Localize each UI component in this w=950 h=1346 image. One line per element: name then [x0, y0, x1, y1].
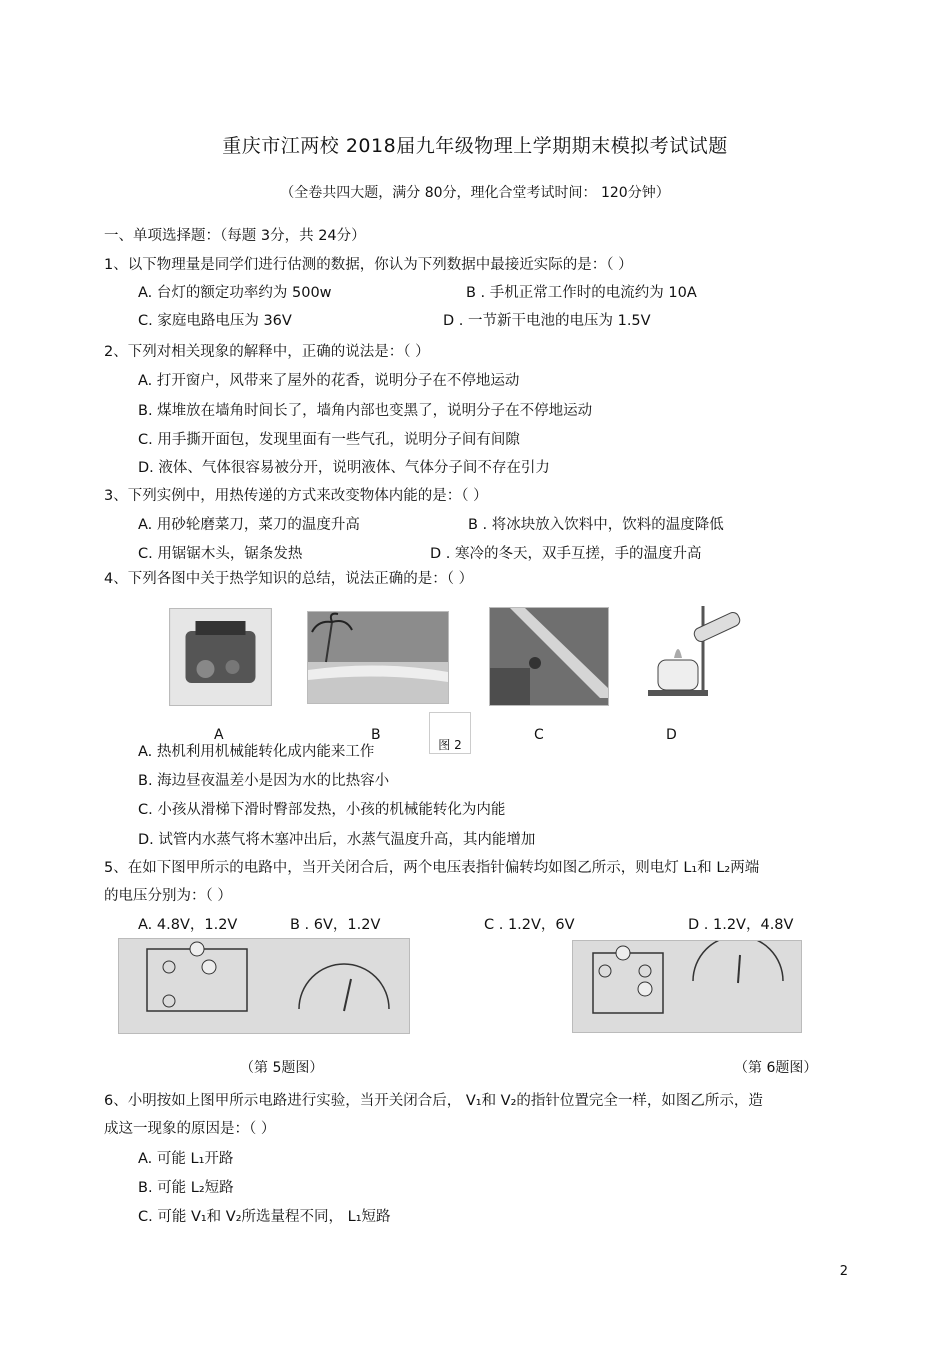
test-tube-image [638, 600, 743, 704]
beach-image [307, 611, 449, 704]
question-6-option-b: B. 可能 L₂短路 [138, 1180, 234, 1196]
question-1-option-a: A. 台灯的额定功率约为 500w [138, 285, 332, 301]
question-3-option-d: D . 寒冷的冬天，双手互搓，手的温度升高 [430, 546, 702, 562]
question-4-option-b: B. 海边昼夜温差小是因为水的比热容小 [138, 773, 390, 789]
question-4-stem: 4、下列各图中关于热学知识的总结，说法正确的是：（ ） [104, 571, 474, 587]
slide-image [489, 607, 609, 706]
question-5-option-b: B . 6V，1.2V [290, 917, 381, 933]
question-5-option-d: D . 1.2V，4.8V [688, 917, 794, 933]
engine-image [169, 608, 272, 706]
question-3-option-b: B . 将冰块放入饮料中，饮料的温度降低 [468, 517, 724, 533]
question-5-stem-line1: 5、在如下图甲所示的电路中，当开关闭合后，两个电压表指针偏转均如图乙所示，则电灯 L₁和 L₂两端 [104, 860, 760, 876]
circuit-figure-5 [118, 938, 410, 1034]
question-1-option-d: D . 一节新干电池的电压为 1.5V [443, 313, 651, 329]
question-6-stem-line2: 成这一现象的原因是：（ ） [104, 1121, 276, 1137]
question-2-option-c: C. 用手撕开面包，发现里面有一些气孔，说明分子间有间隙 [138, 432, 520, 448]
image-label-d: D [666, 727, 677, 743]
question-1-option-c: C. 家庭电路电压为 36V [138, 313, 292, 329]
question-2-stem: 2、下列对相关现象的解释中，正确的说法是：（ ） [104, 344, 430, 360]
section-heading: 一、单项选择题：（每题 3分，共 24分） [104, 228, 366, 244]
question-1-stem: 1、以下物理量是同学们进行估测的数据，你认为下列数据中最接近实际的是：（ ） [104, 257, 633, 273]
question-5-option-a: A. 4.8V，1.2V [138, 917, 238, 933]
question-2-option-b: B. 煤堆放在墙角时间长了，墙角内部也变黑了，说明分子在不停地运动 [138, 403, 593, 419]
question-4-option-a: A. 热机利用机械能转化成内能来工作 [138, 744, 375, 760]
question-3-stem: 3、下列实例中，用热传递的方式来改变物体内能的是：（ ） [104, 488, 488, 504]
question-6-option-a: A. 可能 L₁开路 [138, 1151, 234, 1167]
question-2-option-a: A. 打开窗户，风带来了屋外的花香，说明分子在不停地运动 [138, 373, 520, 389]
exam-info: （全卷共四大题，满分 80分，理化合堂考试时间： 120分钟） [280, 185, 670, 201]
image-label-c: C [534, 727, 544, 743]
question-5-stem-line2: 的电压分别为：（ ） [104, 888, 232, 904]
question-1-option-b: B . 手机正常工作时的电流约为 10A [466, 285, 697, 301]
question-3-option-c: C. 用锯锯木头，锯条发热 [138, 546, 303, 562]
figure-label: 图 2 [429, 712, 471, 754]
question-6-stem-line1: 6、小明按如上图甲所示电路进行实验，当开关闭合后， V₁和 V₂的指针位置完全一样，如图乙所示，造 [104, 1093, 763, 1109]
question-4-option-c: C. 小孩从滑梯下滑时臀部发热，小孩的机械能转化为内能 [138, 802, 506, 818]
page-number: 2 [839, 1264, 848, 1279]
question-4-option-d: D. 试管内水蒸气将木塞冲出后，水蒸气温度升高，其内能增加 [138, 832, 536, 848]
figure-6-caption: （第 6题图） [734, 1060, 818, 1076]
image-label-b: B [371, 727, 381, 743]
question-2-option-d: D. 液体、气体很容易被分开，说明液体、气体分子间不存在引力 [138, 460, 550, 476]
question-6-option-c: C. 可能 V₁和 V₂所选量程不同， L₁短路 [138, 1209, 391, 1225]
figure-5-caption: （第 5题图） [240, 1060, 324, 1076]
question-5-option-c: C . 1.2V，6V [484, 917, 575, 933]
circuit-figure-6 [572, 940, 802, 1033]
question-3-option-a: A. 用砂轮磨菜刀，菜刀的温度升高 [138, 517, 360, 533]
page-title: 重庆市江两校 2018届九年级物理上学期期末模拟考试试题 [222, 135, 728, 157]
image-label-a: A [214, 727, 224, 743]
